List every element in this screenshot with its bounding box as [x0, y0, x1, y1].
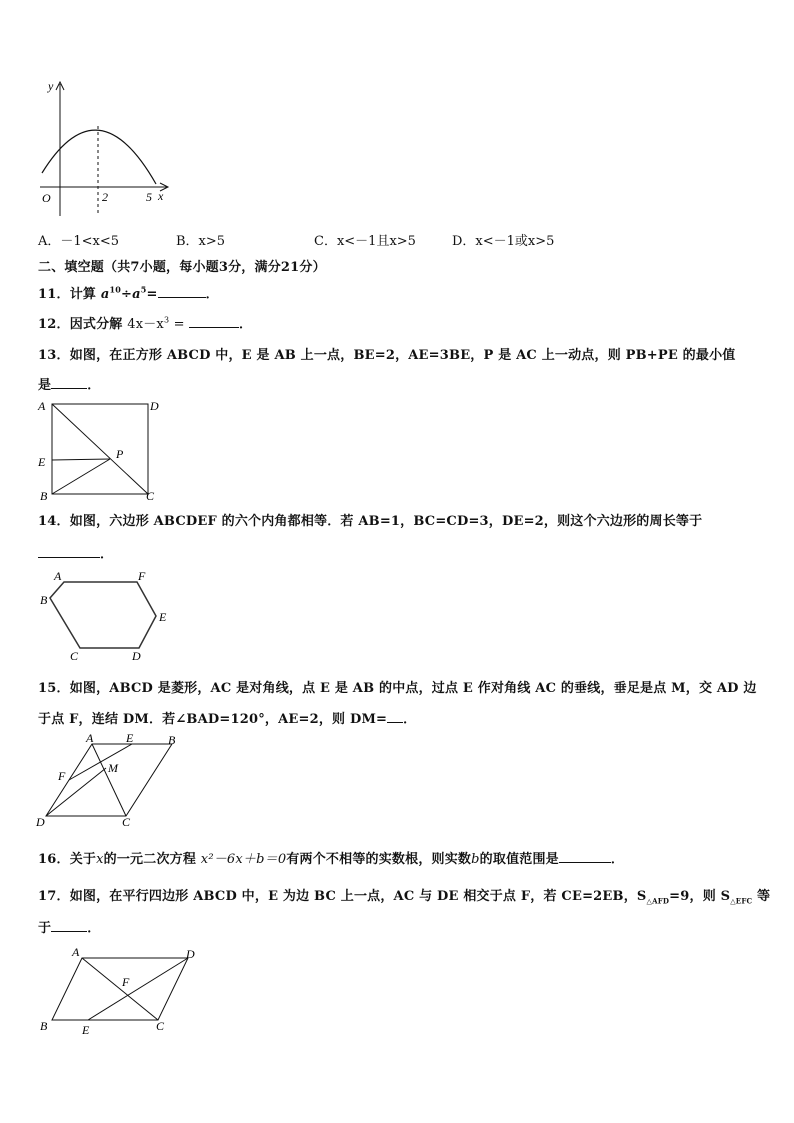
origin-label: O — [42, 191, 51, 205]
label-c: C — [156, 1019, 165, 1033]
label-e: E — [38, 455, 46, 469]
question-14-line2: ． — [38, 543, 113, 562]
parallelogram-figure — [36, 944, 206, 1040]
square-figure — [34, 396, 164, 504]
answer-blank — [38, 545, 100, 558]
question-15-line2: 于点 F，连结 DM．若∠BAD=120°，AE=2，则 DM= ． — [38, 712, 417, 727]
label-a: A — [72, 945, 80, 959]
answer-blank — [51, 919, 87, 932]
option-d: D．x<－1或x>5 — [452, 234, 555, 249]
answer-blank — [158, 285, 206, 298]
label-a: A — [86, 732, 94, 745]
label-f: F — [138, 569, 146, 583]
label-d: D — [132, 649, 141, 663]
section-heading: 二、填空题（共7小题，每小题3分，满分21分） — [38, 260, 326, 275]
label-b: B — [168, 733, 176, 747]
label-c: C — [122, 815, 131, 829]
label-d: D — [36, 815, 45, 829]
label-e: E — [159, 610, 167, 624]
answer-blank — [51, 376, 87, 389]
question-17-line1: 17．如图，在平行四边形 ABCD 中，E 为边 BC 上一点，AC 与 DE 相交于点 F，若 CE=2EB，$S_{\triangle AFD}=9$，则 $S_{\triangle EFC}$ 等 — [38, 889, 771, 906]
option-c: C．x<－1且x>5 — [314, 234, 416, 249]
label-e: E — [126, 732, 134, 745]
option-b: B．x>5 — [176, 234, 226, 249]
tick-5-label: 5 — [146, 190, 152, 204]
question-15-line1: 15．如图，ABCD 是菱形，AC 是对角线，点 E 是 AB 的中点，过点 E 作对角线 AC 的垂线，垂足是点 M，交 AD 边 — [38, 681, 757, 696]
label-c: C — [146, 489, 155, 503]
label-p: P — [116, 447, 124, 461]
label-d: D — [150, 399, 159, 413]
hexagon-figure — [36, 566, 176, 666]
tick-2-label: 2 — [102, 190, 108, 204]
label-a: A — [38, 399, 46, 413]
label-b: B — [40, 489, 48, 503]
label-c: C — [70, 649, 79, 663]
answer-blank — [387, 710, 403, 723]
y-axis-label: y — [48, 79, 54, 93]
question-11: 11．计算 $a^{10}\div a^5=$ ． — [38, 284, 219, 302]
question-13-line1: 13．如图，在正方形 ABCD 中，E 是 AB 上一点，BE=2，AE=3BE，P 是 AC 上一动点，则 PB+PE 的最小值 — [38, 348, 736, 363]
parabola-graph — [34, 78, 174, 218]
answer-blank — [189, 315, 239, 328]
label-b: B — [40, 1019, 48, 1033]
question-13-line2: 是 ． — [38, 378, 101, 393]
answer-blank — [559, 850, 611, 863]
question-12: 12．因式分解 $4x-x^3$ = ． — [38, 315, 253, 332]
label-f: F — [122, 975, 130, 989]
x-axis-label: x — [158, 189, 164, 203]
label-d: D — [186, 947, 195, 961]
label-a: A — [54, 569, 62, 583]
question-16: 16．关于x的一元二次方程 x²－6x＋b＝0有两个不相等的实数根，则实数b的取值范围是 ． — [38, 852, 625, 867]
question-14-line1: 14．如图，六边形 ABCDEF 的六个内角都相等．若 AB=1，BC=CD=3，DE=2，则这个六边形的周长等于 — [38, 514, 703, 529]
label-m: M — [108, 761, 118, 775]
rhombus-figure — [34, 732, 184, 832]
label-f: F — [58, 769, 66, 783]
label-e: E — [82, 1023, 90, 1037]
question-17-line2: 于 ． — [38, 921, 101, 936]
option-a: A．－1<x<5 — [38, 234, 120, 249]
label-b: B — [40, 593, 48, 607]
